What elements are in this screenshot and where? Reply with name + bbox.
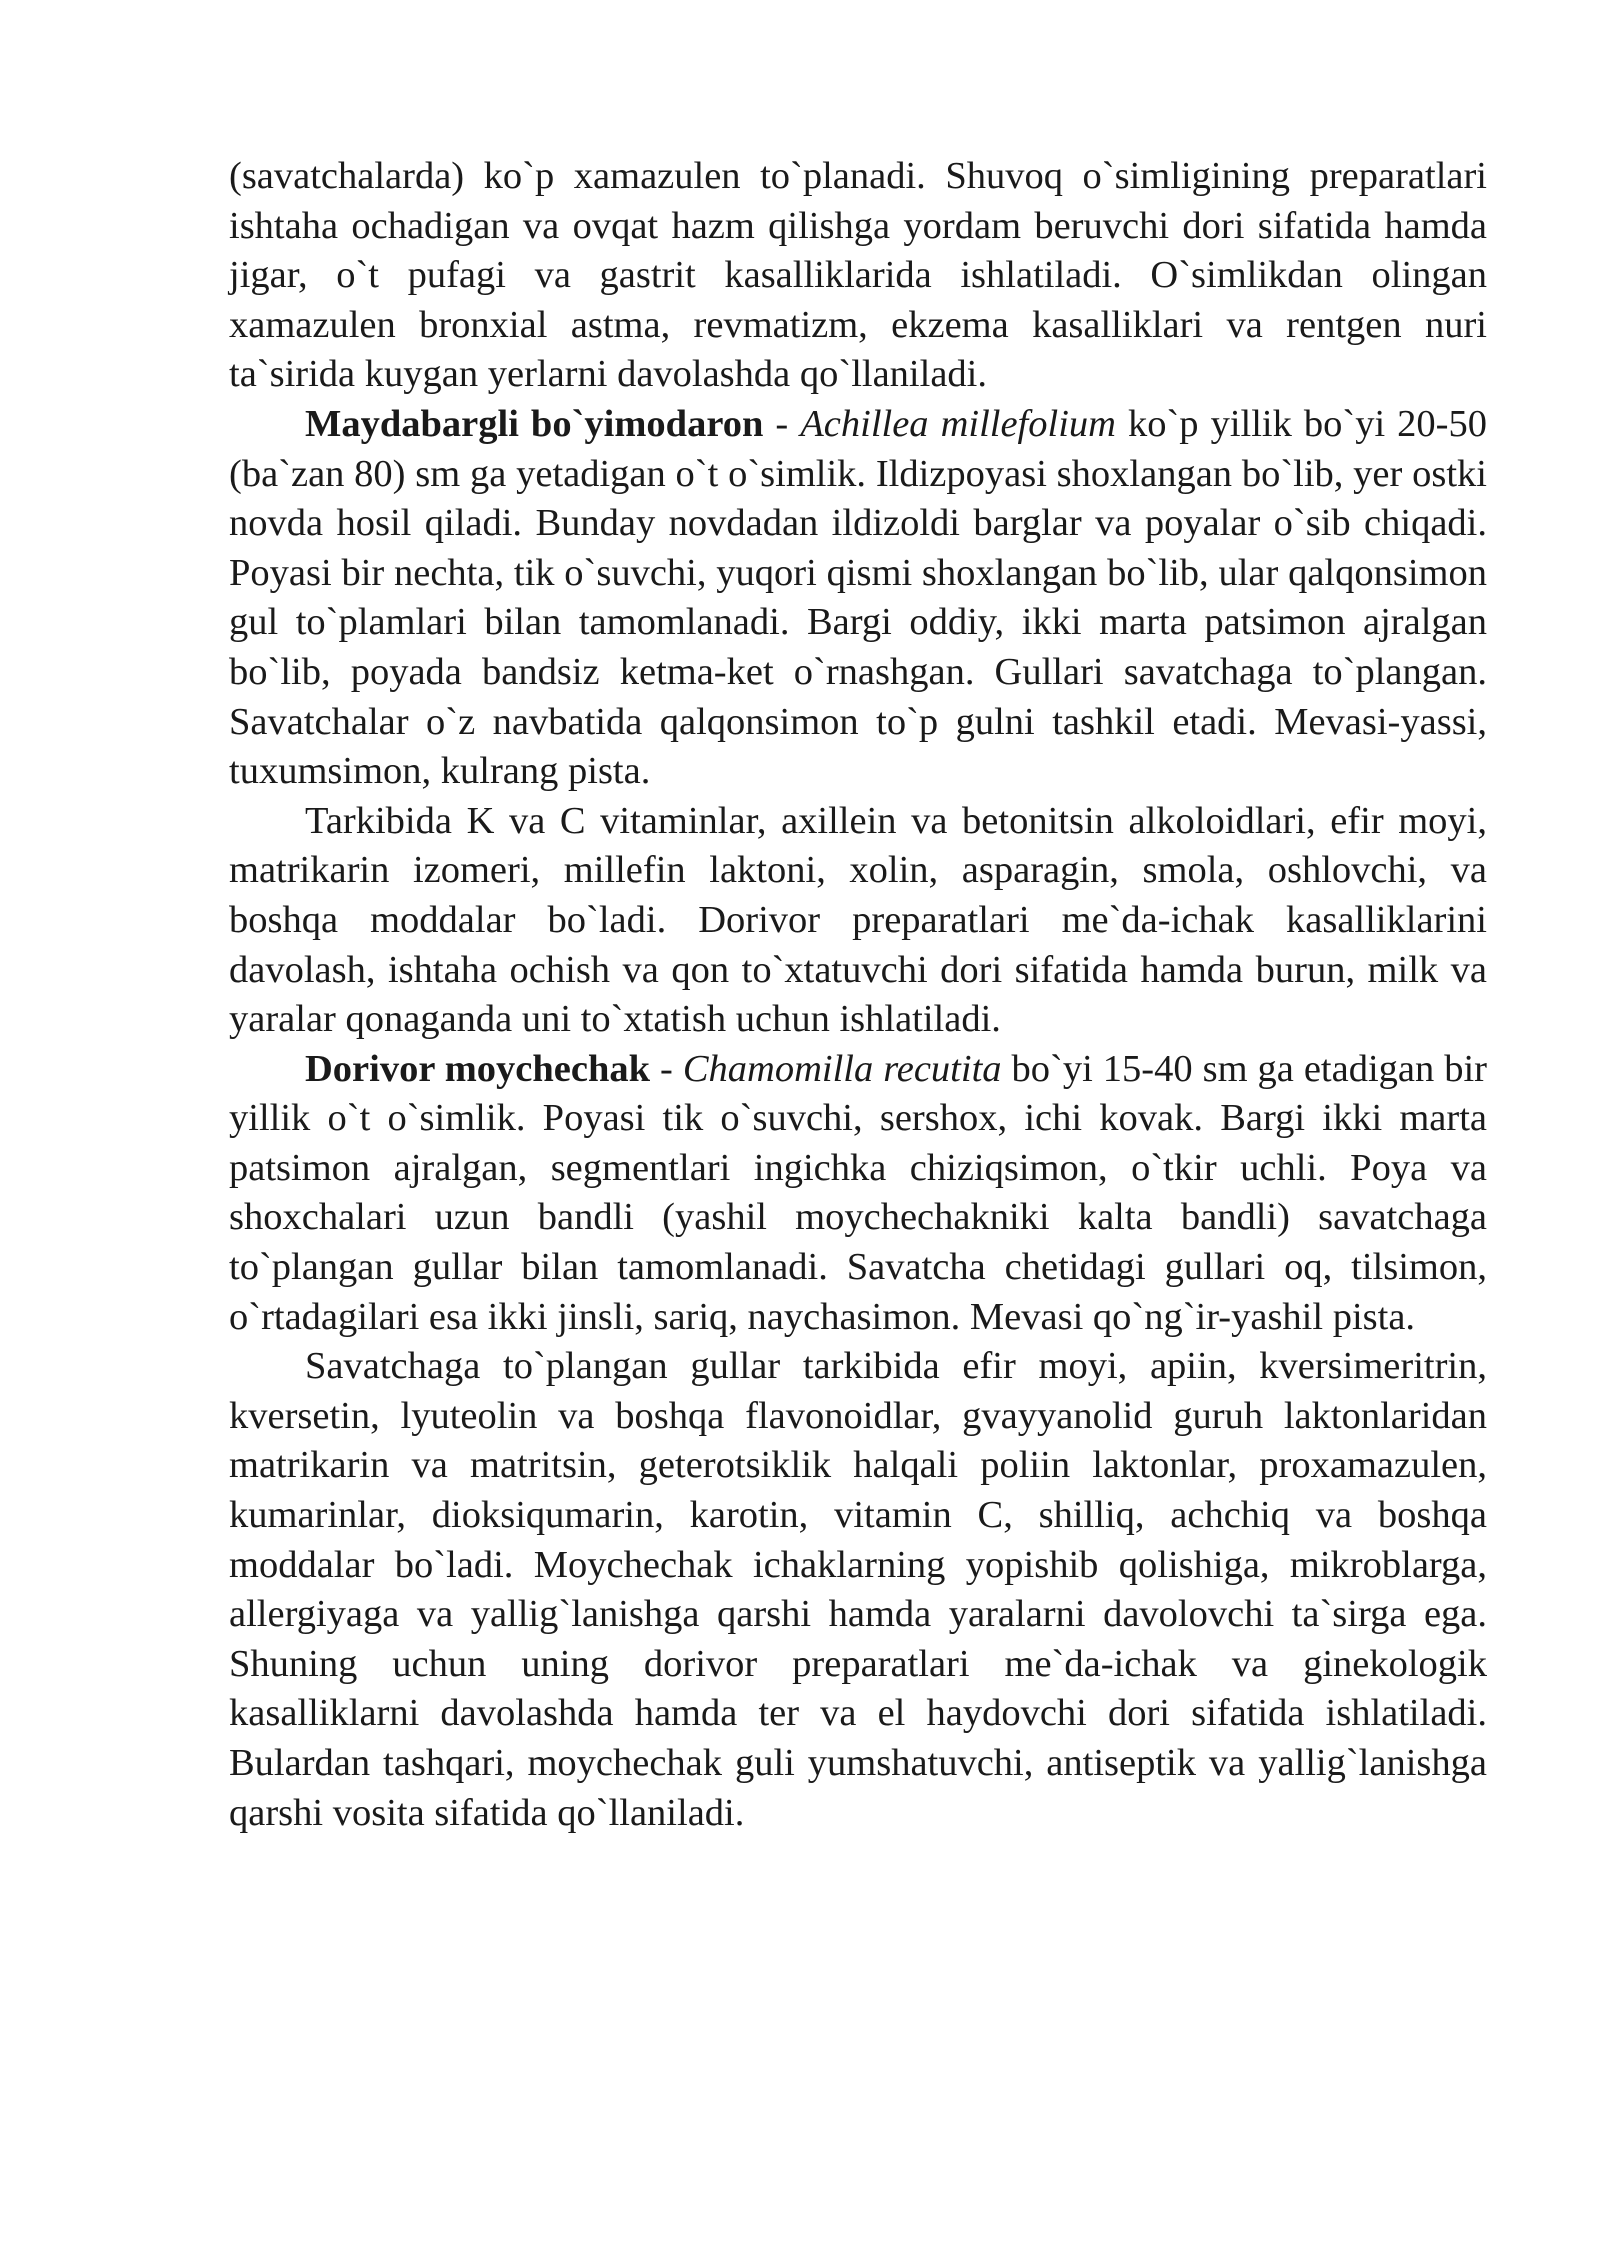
plant-name-term: Maydabargli bo`yimodaron bbox=[305, 402, 764, 445]
term-dash: - bbox=[650, 1047, 683, 1090]
latin-name: Chamomilla recutita bbox=[682, 1047, 1002, 1090]
paragraph-text: Savatchaga to`plangan gullar tarkibida efir moyi, apiin, kversimeritrin, kversetin, lyuteolin va boshqa flavonoidlar, gvayyanolid guruh laktonlaridan matrikarin va matritsin, geterotsiklik halqali poliin laktonlar, proxamazulen, kumarinlar, dioksiqumarin, karotin, vitamin C, shilliq, achchiq va boshqa moddalar bo`ladi. Moychechak ichaklarning yopishib qolishiga, mikroblarga, allergiyaga va yallig`lanishga qarshi hamda yaralarni davolovchi ta`sirga ega. Shuning uchun uning dorivor preparatlari me`da-ichak va ginekologik kasalliklarni davolashda hamda ter va el haydovchi dori sifatida ishlatiladi. Bulardan tashqari, moychechak guli yumshatuvchi, antiseptik va yallig`lanishga qarshi vosita sifatida qo`llaniladi. bbox=[229, 1345, 1487, 1834]
paragraph-text: (savatchalarda) ko`p xamazulen to`planadi. Shuvoq o`simligining preparatlari ishtaha ochadigan va ovqat hazm qilishga yordam beruvchi dori sifatida hamda jigar, o`t pufagi va gastrit kasalliklarida ishlatiladi. O`simlikdan olingan xamazulen bronxial astma, revmatizm, ekzema kasalliklari va rentgen nuri ta`sirida kuygan yerlarni davolashda qo`llaniladi. bbox=[229, 155, 1487, 396]
paragraph-text: ko`p yillik bo`yi 20-50 (ba`zan 80) sm ga yetadigan o`t o`simlik. Ildizpoyasi shoxlangan bo`lib, yer ostki novda hosil qiladi. Bunday novdadan ildizoldi barglar va poyalar o`sib chiqadi. Poyasi bir nechta, tik o`suvchi, yuqori qismi shoxlangan bo`lib, ular qalqonsimon gul to`plamlari bilan tamomlanadi. Bargi oddiy, ikki marta patsimon ajralgan bo`lib, poyada bandsiz ketma-ket o`rnashgan. Gullari savatchaga to`plangan. Savatchalar o`z navbatida qalqonsimon to`p gulni tashkil etadi. Mevasi-yassi, tuxumsimon, kulrang pista. bbox=[229, 402, 1487, 793]
document-page bbox=[229, 152, 1487, 1838]
term-dash: - bbox=[763, 402, 801, 445]
paragraph-achillea-composition bbox=[229, 797, 1487, 1045]
paragraph-achillea-description bbox=[229, 400, 1487, 797]
paragraph-text: bo`yi 15-40 sm ga etadigan bir yillik o`t o`simlik. Poyasi tik o`suvchi, sershox, ichi kovak. Bargi ikki marta patsimon ajralgan, segmentlari ingichka chiziqsimon, o`tkir uchli. Poya va shoxchalari uzun bandli (yashil moychechakniki kalta bandli) savatchaga to`plangan gullar bilan tamomlanadi. Savatcha chetidagi gullari oq, tilsimon, o`rtadagilari esa ikki jinsli, sariq, naychasimon. Mevasi qo`ng`ir-yashil pista. bbox=[229, 1047, 1487, 1338]
paragraph-shuvoq-uses bbox=[229, 152, 1487, 400]
paragraph-chamomilla-composition bbox=[229, 1342, 1487, 1838]
paragraph-chamomilla-description bbox=[229, 1045, 1487, 1343]
paragraph-text: Tarkibida K va C vitaminlar, axillein va betonitsin alkoloidlari, efir moyi, matrikarin izomeri, millefin laktoni, xolin, asparagin, smola, oshlovchi, va boshqa moddalar bo`ladi. Dorivor preparatlari me`da-ichak kasalliklarini davolash, ishtaha ochish va qon to`xtatuvchi dori sifatida hamda burun, milk va yaralar qonaganda uni to`xtatish uchun ishlatiladi. bbox=[229, 799, 1487, 1041]
latin-name: Achillea millefolium bbox=[800, 402, 1116, 445]
plant-name-term: Dorivor moychechak bbox=[305, 1047, 651, 1090]
